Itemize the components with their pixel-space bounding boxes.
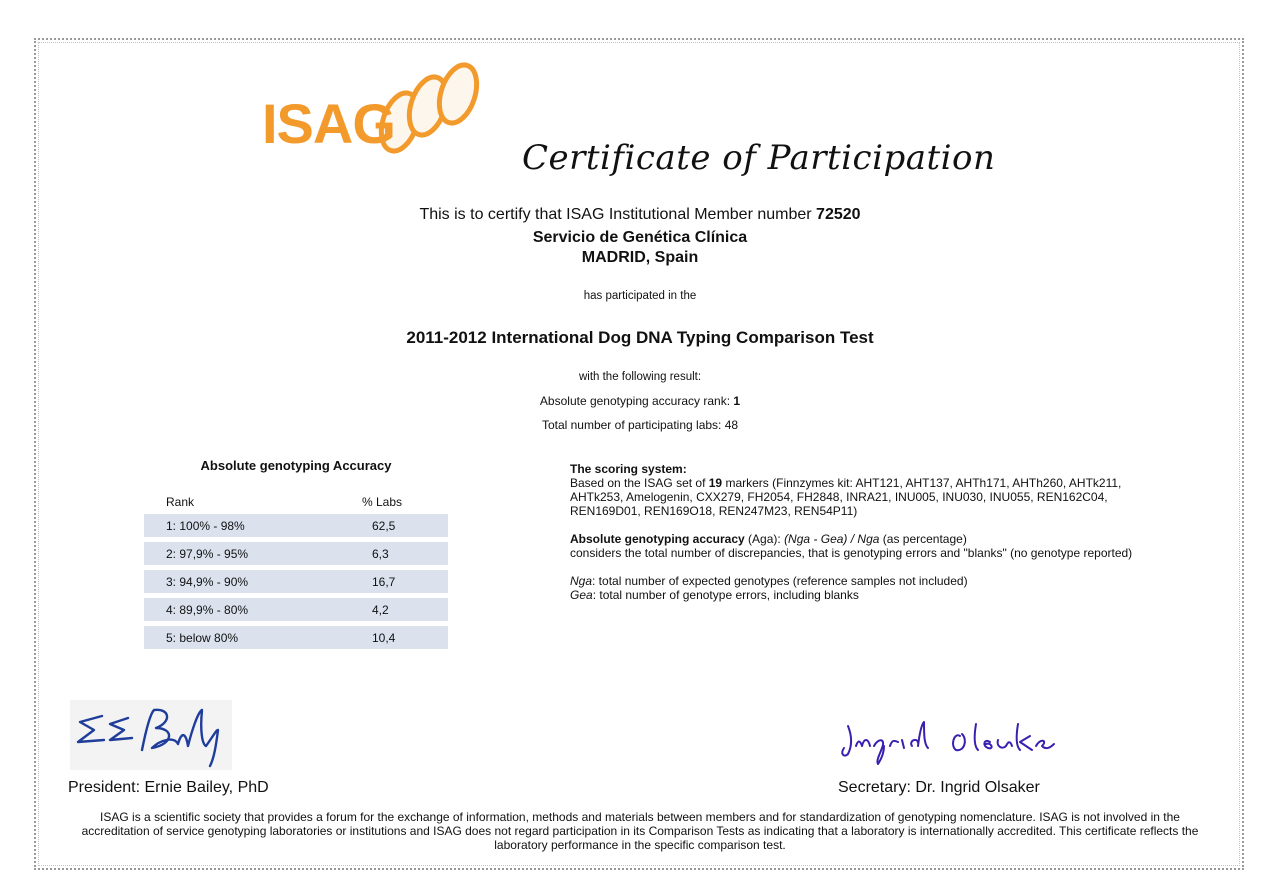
aga-abbrev: (Aga): xyxy=(744,532,785,546)
secretary-name: Secretary: Dr. Ingrid Olsaker xyxy=(838,779,1040,796)
nga-term: Nga xyxy=(570,574,593,588)
header-labs: % Labs xyxy=(362,495,403,509)
aga-formula: (Nga - Gea) / Nga xyxy=(784,532,880,546)
table-row xyxy=(144,626,448,649)
accuracy-table-header xyxy=(144,490,448,514)
row-labs: 16,7 xyxy=(372,575,396,589)
member-number: 72520 xyxy=(816,206,861,223)
certify-prefix: This is to certify that ISAG Institutional Member number xyxy=(419,206,817,223)
certify-line xyxy=(0,206,1280,224)
accuracy-table xyxy=(144,490,448,654)
isag-logo-text: ISAG xyxy=(262,92,395,155)
row-rank: 2: 97,9% - 95% xyxy=(166,547,249,561)
header-rank: Rank xyxy=(166,495,195,509)
secretary-signature-drawing xyxy=(836,716,1058,766)
table-row xyxy=(144,514,448,537)
accuracy-table-title: Absolute genotyping Accuracy xyxy=(200,458,392,473)
gea-definition xyxy=(570,588,1170,602)
nga-definition xyxy=(570,574,1170,588)
table-row xyxy=(144,542,448,565)
test-name: 2011-2012 International Dog DNA Typing Comparison Test xyxy=(406,328,874,347)
labs-line: Total number of participating labs: 48 xyxy=(541,418,739,432)
aga-description: considers the total number of discrepancies, that is genotyping errors and "blanks" (no genotype reported) xyxy=(570,546,1133,560)
row-labs: 4,2 xyxy=(372,603,389,617)
row-rank: 3: 94,9% - 90% xyxy=(166,575,249,589)
president-name: President: Ernie Bailey, PhD xyxy=(68,779,269,796)
table-row xyxy=(144,570,448,593)
markers-prefix: Based on the ISAG set of xyxy=(570,476,709,490)
isag-logo xyxy=(262,58,512,168)
president-signature-drawing xyxy=(70,700,232,770)
institution-name: Servicio de Genética Clínica xyxy=(532,229,748,246)
president-signature xyxy=(70,700,232,770)
row-rank: 5: below 80% xyxy=(166,631,239,645)
row-labs: 62,5 xyxy=(372,519,396,533)
row-rank: 4: 89,9% - 80% xyxy=(166,603,249,617)
rank-value: 1 xyxy=(733,394,741,408)
certificate-title: Certificate of Participation xyxy=(522,138,996,178)
scoring-markers xyxy=(570,476,1170,518)
aga-definition xyxy=(570,532,1170,546)
scoring-system xyxy=(570,462,1170,602)
table-row xyxy=(144,598,448,621)
row-rank: 1: 100% - 98% xyxy=(166,519,245,533)
aga-pct: (as percentage) xyxy=(879,532,967,546)
row-labs: 10,4 xyxy=(372,631,396,645)
marker-count: 19 xyxy=(708,476,723,490)
gea-term: Gea xyxy=(570,588,593,602)
row-labs: 6,3 xyxy=(372,547,389,561)
rank-label: Absolute genotyping accuracy rank: xyxy=(539,394,734,408)
gea-def: : total number of genotype errors, including blanks xyxy=(592,588,859,602)
rank-line xyxy=(0,394,1280,408)
aga-heading: Absolute genotyping accuracy xyxy=(570,532,745,546)
markers-list: markers (Finnzymes kit: AHT121, AHT137, AHTh171, AHTh260, AHTk211, AHTk253, Amelogenin, CXX279, FH2054, FH2848, INRA21, INU005, INU030, INU055, REN162C04, REN169D01, REN169O18, REN247M23, REN54P11) xyxy=(570,476,1122,518)
nga-def: : total number of expected genotypes (reference samples not included) xyxy=(592,574,968,588)
scoring-heading: The scoring system: xyxy=(570,462,687,476)
participated-line: has participated in the xyxy=(583,290,697,302)
institution-city: MADRID, Spain xyxy=(581,249,699,266)
secretary-signature xyxy=(836,716,1058,766)
result-intro: with the following result: xyxy=(578,371,702,383)
footer-disclaimer: ISAG is a scientific society that provides a forum for the exchange of information, methods and materials between members and for standardization of genotyping nomenclature. ISAG is not involved in the accreditation of service genotyping laboratories or institutions and ISAG does not regard participation in its Comparison Tests as indicating that a laboratory is internationally accredited. This certificate reflects the laboratory performance in the specific comparison test. xyxy=(81,810,1199,852)
